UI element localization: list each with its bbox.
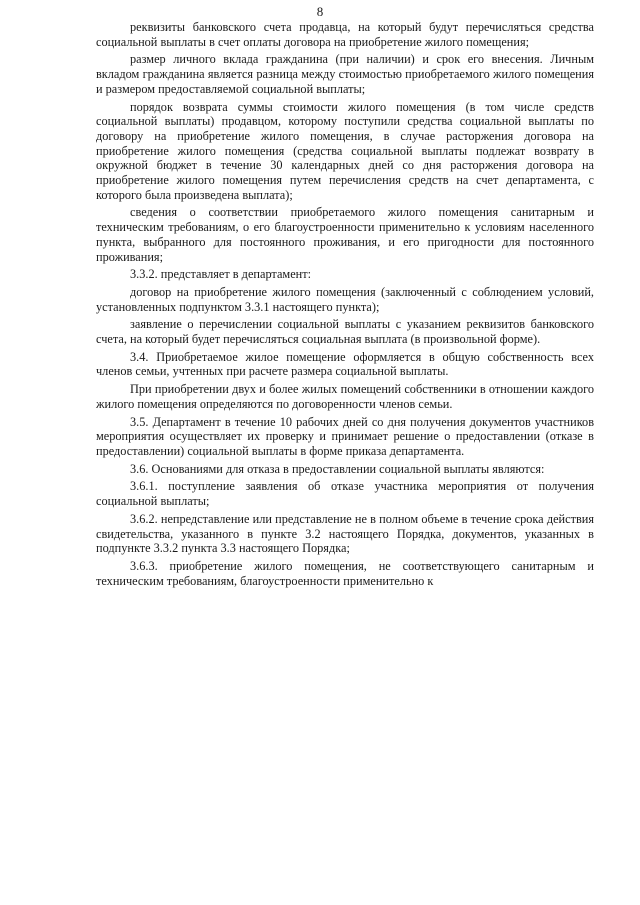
page-number: 8: [316, 4, 324, 19]
document-body: [96, 20, 594, 591]
paragraph-multiple-dwellings: При приобретении двух и более жилых помещений собственники в отношении каждого жилого помещения определяются по договоренности членов семьи.: [96, 382, 594, 411]
paragraph-bank-details: реквизиты банковского счета продавца, на который будут перечисляться средства социальной выплаты в счет оплаты договора на приобретение жилого помещения;: [96, 20, 594, 49]
paragraph-housing-compliance: сведения о соответствии приобретаемого жилого помещения санитарным и техническим требованиям, о его благоустроенности применительно к условиям населенного пункта, выбранного для постоянного проживания, и его пригодности для постоянного проживания;: [96, 205, 594, 264]
paragraph-3-4: 3.4. Приобретаемое жилое помещение оформляется в общую собственность всех членов семьи, учтенных при расчете размера социальной выплаты.: [96, 349, 594, 379]
paragraph-3-6-1: 3.6.1. поступление заявления об отказе участника мероприятия от получения социальной выплаты;: [96, 479, 594, 509]
paragraph-purchase-contract: договор на приобретение жилого помещения (заключенный с соблюдением условий, установленных подпунктом 3.3.1 настоящего пункта);: [96, 284, 594, 314]
paragraph-3-6-2: 3.6.2. непредставление или представление не в полном объеме в течение срока действия свидетельства, указанного в пункте 3.2 настоящего Порядка, документов, указанных в подпункте 3.3.2 пункта 3.3 настоящего Порядка;: [96, 511, 594, 556]
paragraph-3-3-2: 3.3.2. представляет в департамент:: [130, 267, 312, 282]
paragraph-personal-deposit: размер личного вклада гражданина (при наличии) и срок его внесения. Личным вкладом гражданина является разница между стоимостью приобретаемого жилого помещения и размером предоставляемой социальной выплаты;: [96, 52, 594, 96]
paragraph-transfer-application: заявление о перечислении социальной выплаты с указанием реквизитов банковского счета, на который будет перечисляться социальная выплата (в произвольной форме).: [96, 317, 594, 347]
paragraph-3-5: 3.5. Департамент в течение 10 рабочих дней со дня получения документов участников мероприятия осуществляет их проверку и принимает решение о предоставлении (отказе в предоставлении) социальной выплаты в форме приказа департамента.: [96, 414, 594, 458]
paragraph-3-6: 3.6. Основаниями для отказа в предоставлении социальной выплаты являются:: [130, 461, 545, 476]
paragraph-refund-procedure: порядок возврата суммы стоимости жилого помещения (в том числе средств социальной выплаты) продавцом, которому поступили средства социальной выплаты по договору на приобретение жилого помещения, в случае расторжения договора на приобретение жилого помещения (средства социальной выплаты подлежат возврату в окружной бюджет в течение 30 календарных дней со дня расторжения договора на приобретение жилого помещения путем перечисления средств на счет департамента, с которого была произведена выплата);: [96, 99, 594, 202]
paragraph-3-6-3: 3.6.3. приобретение жилого помещения, не соответствующего санитарным и техническим требованиям, благоустроенности применительно к: [96, 558, 594, 588]
